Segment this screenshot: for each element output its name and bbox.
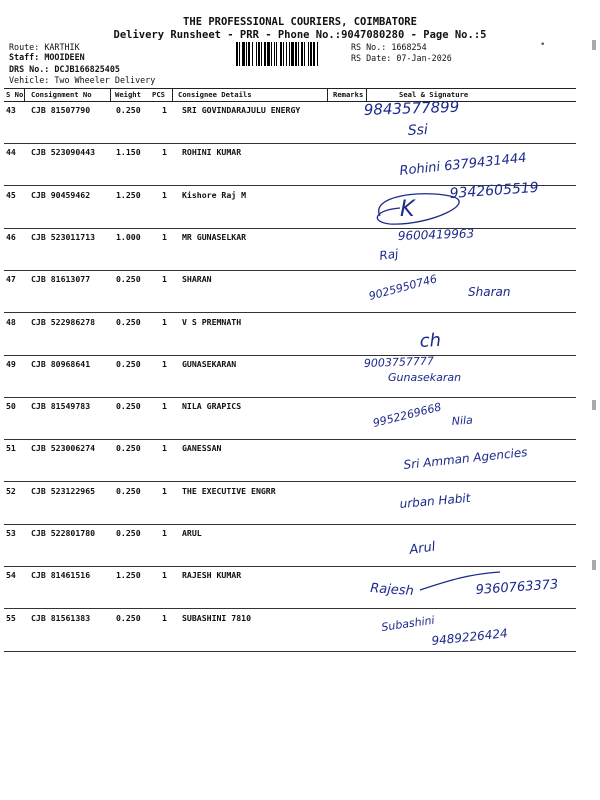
staff-line — [9, 52, 85, 62]
row-serial-number: 55 — [6, 612, 16, 623]
scan-edge-mark — [592, 400, 596, 410]
barcode-bar — [313, 42, 315, 66]
scan-mark: • — [540, 40, 546, 50]
row-weight: 1.150 — [116, 147, 141, 158]
barcode-bar — [252, 42, 253, 66]
barcode-bar — [267, 42, 270, 66]
row-serial-number: 49 — [6, 358, 16, 369]
row-consignee: GUNASEKARAN — [182, 358, 237, 369]
row-serial-number: 43 — [6, 105, 16, 115]
row-weight: 0.250 — [116, 528, 141, 538]
row-pieces: 1 — [162, 316, 167, 327]
table-row — [4, 179, 576, 229]
vehicle-label: Vehicle: — [9, 75, 50, 85]
row-consignee: SHARAN — [182, 274, 212, 285]
row-pieces: 1 — [162, 443, 167, 454]
signature-text: Ssi — [407, 121, 429, 139]
barcode-bar — [264, 42, 266, 66]
barcode-bar — [276, 42, 277, 66]
signature-text: Raj — [378, 246, 400, 263]
company-title: THE PROFESSIONAL COURIERS, COIMBATORE — [183, 16, 417, 28]
row-consignment-number: CJB 80968641 — [31, 358, 91, 369]
handwritten-signature — [360, 270, 580, 312]
barcode-bar — [283, 42, 284, 66]
barcode-bar — [317, 42, 318, 66]
row-consignee: GANESSAN — [182, 443, 222, 454]
handwritten-signature — [360, 143, 580, 185]
route-value: KARTHIK — [44, 42, 80, 52]
row-weight: 1.000 — [116, 231, 141, 242]
col-remarks: Remarks — [333, 90, 364, 99]
handwritten-signature — [360, 482, 580, 524]
signature-text: Subashini — [380, 613, 436, 634]
table-row — [4, 270, 576, 313]
row-consignee: NILA GRAPICS — [182, 401, 242, 412]
barcode-bar — [291, 42, 294, 66]
signature-text: 9600419963 — [397, 226, 475, 243]
barcode — [236, 42, 348, 66]
table-row — [4, 355, 576, 398]
row-serial-number: 52 — [6, 485, 16, 496]
row-consignee: ROHINI KUMAR — [182, 147, 242, 158]
barcode-bar — [256, 42, 257, 66]
row-consignment-number: CJB 523006274 — [31, 443, 96, 454]
signature-text: 9342605519 — [449, 179, 540, 202]
handwritten-signature — [360, 566, 580, 608]
table-row — [4, 228, 576, 271]
signature-scribble — [377, 193, 459, 223]
signature-text: K — [400, 196, 415, 222]
handwritten-signature — [360, 355, 580, 397]
barcode-bar — [261, 42, 262, 66]
row-consignee: MR GUNASELKAR — [182, 231, 247, 242]
scan-edge-mark — [592, 560, 596, 570]
handwritten-signature — [360, 97, 580, 143]
table-row — [4, 397, 576, 440]
header-divider — [327, 88, 328, 101]
signature-text: urban Habit — [399, 490, 471, 511]
row-consignment-number: CJB 81549783 — [31, 401, 91, 412]
row-weight: 0.250 — [116, 316, 141, 327]
row-consignee: ARUL — [182, 528, 202, 538]
row-consignee: SRI GOVINDARAJULU ENERGY — [182, 105, 301, 115]
barcode-bar — [271, 42, 272, 66]
header-divider — [110, 88, 111, 101]
row-consignment-number: CJB 81613077 — [31, 274, 91, 285]
signature-text: Sharan — [468, 285, 511, 300]
drs-line — [9, 64, 120, 74]
signature-text: Arul — [408, 539, 437, 558]
signature-text: 9843577899 — [363, 97, 460, 119]
table-row — [4, 439, 576, 482]
handwritten-signature — [360, 609, 580, 651]
row-serial-number: 54 — [6, 570, 16, 581]
signature-text: Sri Amman Agencies — [402, 445, 529, 473]
row-consignment-number: CJB 523090443 — [31, 147, 96, 158]
signature-text: 9952269668 — [371, 400, 443, 431]
barcode-bar — [301, 42, 303, 66]
handwritten-signature — [360, 313, 580, 355]
barcode-bar — [246, 42, 247, 66]
header-divider — [172, 88, 173, 101]
col-pcs: PCS — [152, 90, 165, 99]
barcode-bar — [298, 42, 299, 66]
row-consignment-number: CJB 522801780 — [31, 528, 96, 538]
handwritten-signature — [360, 397, 580, 439]
signature-text: ch — [419, 329, 442, 352]
barcode-bar — [280, 42, 282, 66]
row-consignment-number: CJB 523122965 — [31, 485, 96, 496]
row-consignee: V S PREMNATH — [182, 316, 242, 327]
row-pieces: 1 — [162, 570, 167, 581]
table-row — [4, 97, 576, 144]
row-pieces: 1 — [162, 358, 167, 369]
row-weight: 0.250 — [116, 443, 141, 454]
route-label: Route: — [9, 42, 40, 52]
signature-text: 9489226424 — [430, 625, 509, 648]
barcode-bar — [236, 42, 238, 66]
row-serial-number: 50 — [6, 401, 16, 412]
col-seal-signature: Seal & Signature — [399, 90, 469, 99]
row-serial-number: 45 — [6, 189, 16, 200]
table-row — [4, 609, 576, 652]
signature-text: Nila — [451, 413, 474, 429]
row-consignment-number: CJB 90459462 — [31, 189, 91, 200]
staff-label: Staff: — [9, 52, 40, 62]
row-consignment-number: CJB 81461516 — [31, 570, 91, 581]
row-weight: 0.250 — [116, 358, 141, 369]
signature-text: Rohini 6379431444 — [398, 151, 528, 180]
drs-label: DRS No.: — [9, 64, 50, 74]
row-weight: 0.250 — [116, 612, 141, 623]
vehicle-value: Two Wheeler Delivery — [54, 75, 156, 85]
row-consignment-number: CJB 81507790 — [31, 105, 91, 115]
barcode-bar — [286, 42, 287, 66]
rs-date-value: 07-Jan-2026 — [396, 53, 452, 63]
row-serial-number: 47 — [6, 274, 16, 285]
row-serial-number: 46 — [6, 231, 16, 242]
handwritten-signature — [360, 524, 580, 566]
rs-no-label: RS No.: — [351, 42, 387, 52]
row-pieces: 1 — [162, 612, 167, 623]
vehicle-line — [9, 75, 155, 85]
row-weight: 1.250 — [116, 189, 141, 200]
row-consignee: SUBASHINI 7810 — [182, 612, 252, 623]
row-pieces: 1 — [162, 105, 167, 115]
row-pieces: 1 — [162, 528, 167, 538]
row-consignee: RAJESH KUMAR — [182, 570, 242, 581]
barcode-bar — [239, 42, 240, 66]
col-weight: Weight — [115, 90, 141, 99]
table-row — [4, 524, 576, 567]
barcode-bar — [310, 42, 312, 66]
row-pieces: 1 — [162, 274, 167, 285]
rs-no-line — [351, 42, 427, 52]
row-pieces: 1 — [162, 231, 167, 242]
table-row — [4, 143, 576, 186]
staff-value: MOOIDEEN — [44, 52, 85, 62]
row-pieces: 1 — [162, 189, 167, 200]
signature-text: 9025950746 — [367, 272, 439, 304]
header-divider — [366, 88, 367, 101]
table-row — [4, 566, 576, 609]
col-consignee: Consignee Details — [178, 90, 252, 99]
signature-text: Gunasekaran — [388, 370, 462, 384]
row-consignment-number: CJB 522986278 — [31, 316, 96, 327]
barcode-bar — [308, 42, 309, 66]
col-sno: S No — [6, 90, 24, 99]
signature-text: 9360763373 — [475, 577, 559, 599]
row-weight: 0.250 — [116, 485, 141, 496]
row-weight: 1.250 — [116, 570, 141, 581]
rs-date-line — [351, 53, 452, 63]
barcode-bar — [248, 42, 250, 66]
row-consignee: Kishore Raj M — [182, 189, 247, 200]
row-serial-number: 51 — [6, 443, 16, 454]
row-pieces: 1 — [162, 147, 167, 158]
row-weight: 0.250 — [116, 401, 141, 412]
handwritten-signature — [360, 179, 580, 228]
drs-value: DCJB166825405 — [54, 64, 120, 74]
runsheet-subtitle: Delivery Runsheet - PRR - Phone No.:9047080280 - Page No.:5 — [113, 29, 487, 41]
row-serial-number: 53 — [6, 528, 16, 538]
col-consignment: Consignment No — [31, 90, 92, 99]
barcode-bar — [242, 42, 245, 66]
barcode-bar — [304, 42, 305, 66]
row-consignment-number: CJB 523011713 — [31, 231, 96, 242]
barcode-bar — [289, 42, 290, 66]
barcode-bar — [258, 42, 260, 66]
signature-text: 9003757777 — [363, 354, 435, 370]
row-serial-number: 48 — [6, 316, 16, 327]
table-row — [4, 482, 576, 525]
rs-date-label: RS Date: — [351, 53, 392, 63]
signature-text: Rajesh — [369, 581, 415, 600]
header-divider — [24, 88, 25, 101]
scan-edge-mark — [592, 40, 596, 50]
row-weight: 0.250 — [116, 105, 141, 115]
route-line — [9, 42, 80, 52]
handwritten-signature — [360, 228, 580, 270]
table-header — [4, 88, 576, 102]
handwritten-signature — [360, 439, 580, 481]
row-pieces: 1 — [162, 485, 167, 496]
table-row — [4, 313, 576, 356]
row-consignee: THE EXECUTIVE ENGRR — [182, 485, 276, 496]
row-consignment-number: CJB 81561383 — [31, 612, 91, 623]
row-pieces: 1 — [162, 401, 167, 412]
barcode-bar — [274, 42, 275, 66]
rs-no-value: 1668254 — [391, 42, 427, 52]
row-weight: 0.250 — [116, 274, 141, 285]
row-serial-number: 44 — [6, 147, 16, 158]
barcode-bar — [295, 42, 297, 66]
